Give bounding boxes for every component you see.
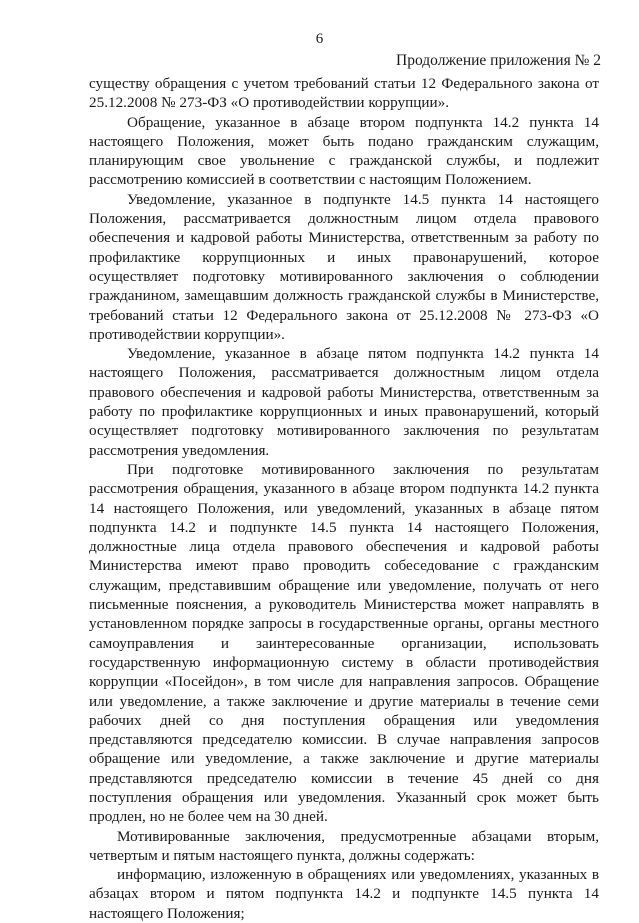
paragraph: При подготовке мотивированного заключения по результатам рассмотрения обращения, указанного в абзаце втором подпункта 14.2 пункта 14 настоящего Положения, или уведомлений, указанных в абзаце пятом подпункта 14.2 и подпункте 14.5 пункта 14 настоящего Положения, должностные лица отдела правового обеспечения и кадровой работы Министерства имеют право проводить собеседование с гражданским служащим, представившим обращение или уведомление, получать от него письменные пояснения, а руководитель Министерства может направлять в установленном порядке запросы в государственные органы, органы местного самоуправления и заинтересованные организации, использовать государственную информационную систему в области противодействия коррупции «Посейдон», в том числе для направления запросов. Обращение или уведомление, а также заключение и другие материалы в течение семи рабочих дней со дня поступления обращения или уведомления представляются председателю комиссии. В случае направления запросов обращение или уведомление, а также заключение и другие материалы представляются председателю комиссии в течение 45 дней со дня поступления обращения или уведомления. Указанный срок может быть продлен, но не более чем на 30 дней.: [89, 460, 599, 826]
page-number: 6: [315, 31, 324, 47]
document-body: [89, 74, 599, 923]
paragraph: существу обращения с учетом требований статьи 12 Федерального закона от 25.12.2008 № 273-ФЗ «О противодействии коррупции».: [89, 75, 599, 112]
paragraph: информацию, изложенную в обращениях или уведомлениях, указанных в абзацах втором и пятом подпункта 14.2 и подпункте 14.5 пункта 14 настоящего Положения;: [89, 866, 599, 922]
paragraph: Обращение, указанное в абзаце втором подпункта 14.2 пункта 14 настоящего Положения, может быть подано гражданским служащим, планирующим свое увольнение с гражданской службы, и подлежит рассмотрению комиссией в соответствии с настоящим Положением.: [89, 113, 599, 189]
paragraph: Мотивированные заключения, предусмотренные абзацами вторым, четвертым и пятым настоящего пункта, должны содержать:: [89, 827, 599, 864]
appendix-continuation-header: Продолжение приложения № 2: [396, 52, 601, 69]
paragraph: Уведомление, указанное в подпункте 14.5 пункта 14 настоящего Положения, рассматривается должностным лицом отдела правового обеспечения и кадровой работы Министерства, ответственным за работу по профилактике коррупционных и иных правонарушений, которое осуществляет подготовку мотивированного заключения о соблюдении гражданином, замещавшим должность гражданской службы в Министерстве, требований статьи 12 Федерального закона от 25.12.2008 № 273-ФЗ «О противодействии коррупции».: [89, 190, 599, 343]
paragraph: Уведомление, указанное в абзаце пятом подпункта 14.2 пункта 14 настоящего Положения, рассматривается должностным лицом отдела правового обеспечения и кадровой работы Министерства, ответственным за работу по профилактике коррупционных и иных правонарушений, который осуществляет подготовку мотивированного заключения по результатам рассмотрения уведомления.: [89, 345, 599, 459]
